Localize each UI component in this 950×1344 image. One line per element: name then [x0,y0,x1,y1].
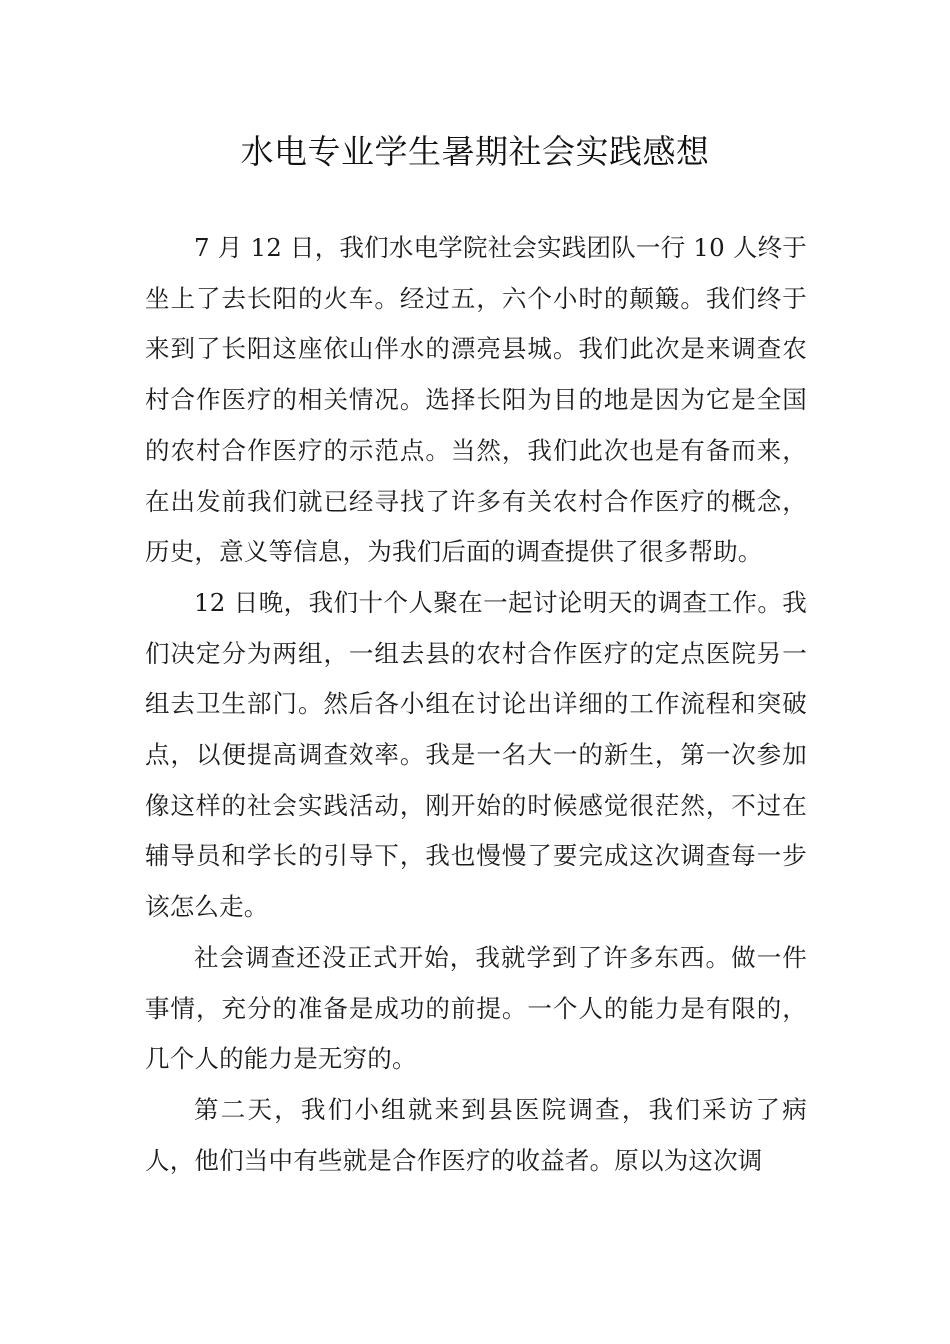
paragraph: 7 月 12 日，我们水电学院社会实践团队一行 10 人终于坐上了去长阳的火车。经过五，六个小时的颠簸。我们终于来到了长阳这座依山伴水的漂亮县城。我们此次是来调查农村合作医疗的相关情况。选择长阳为目的地是因为它是全国的农村合作医疗的示范点。当然，我们此次也是有备而来，在出发前我们就已经寻找了许多有关农村合作医疗的概念，历史，意义等信息，为我们后面的调查提供了很多帮助。 [145,233,807,567]
document-body [145,223,807,1186]
document-title: 水电专业学生暑期社会实践感想 [240,132,710,171]
paragraph: 第二天，我们小组就来到县医院调查，我们采访了病人，他们当中有些就是合作医疗的收益者。原以为这次调 [145,1094,807,1175]
paragraph: 社会调查还没正式开始，我就学到了许多东西。做一件事情，充分的准备是成功的前提。一个人的能力是有限的，几个人的能力是无穷的。 [145,942,807,1074]
paragraph: 12 日晚，我们十个人聚在一起讨论明天的调查工作。我们决定分为两组，一组去县的农村合作医疗的定点医院另一组去卫生部门。然后各小组在讨论出详细的工作流程和突破点，以便提高调查效率。我是一名大一的新生，第一次参加像这样的社会实践活动，刚开始的时候感觉很茫然，不过在辅导员和学长的引导下，我也慢慢了要完成这次调查每一步该怎么走。 [145,587,807,922]
